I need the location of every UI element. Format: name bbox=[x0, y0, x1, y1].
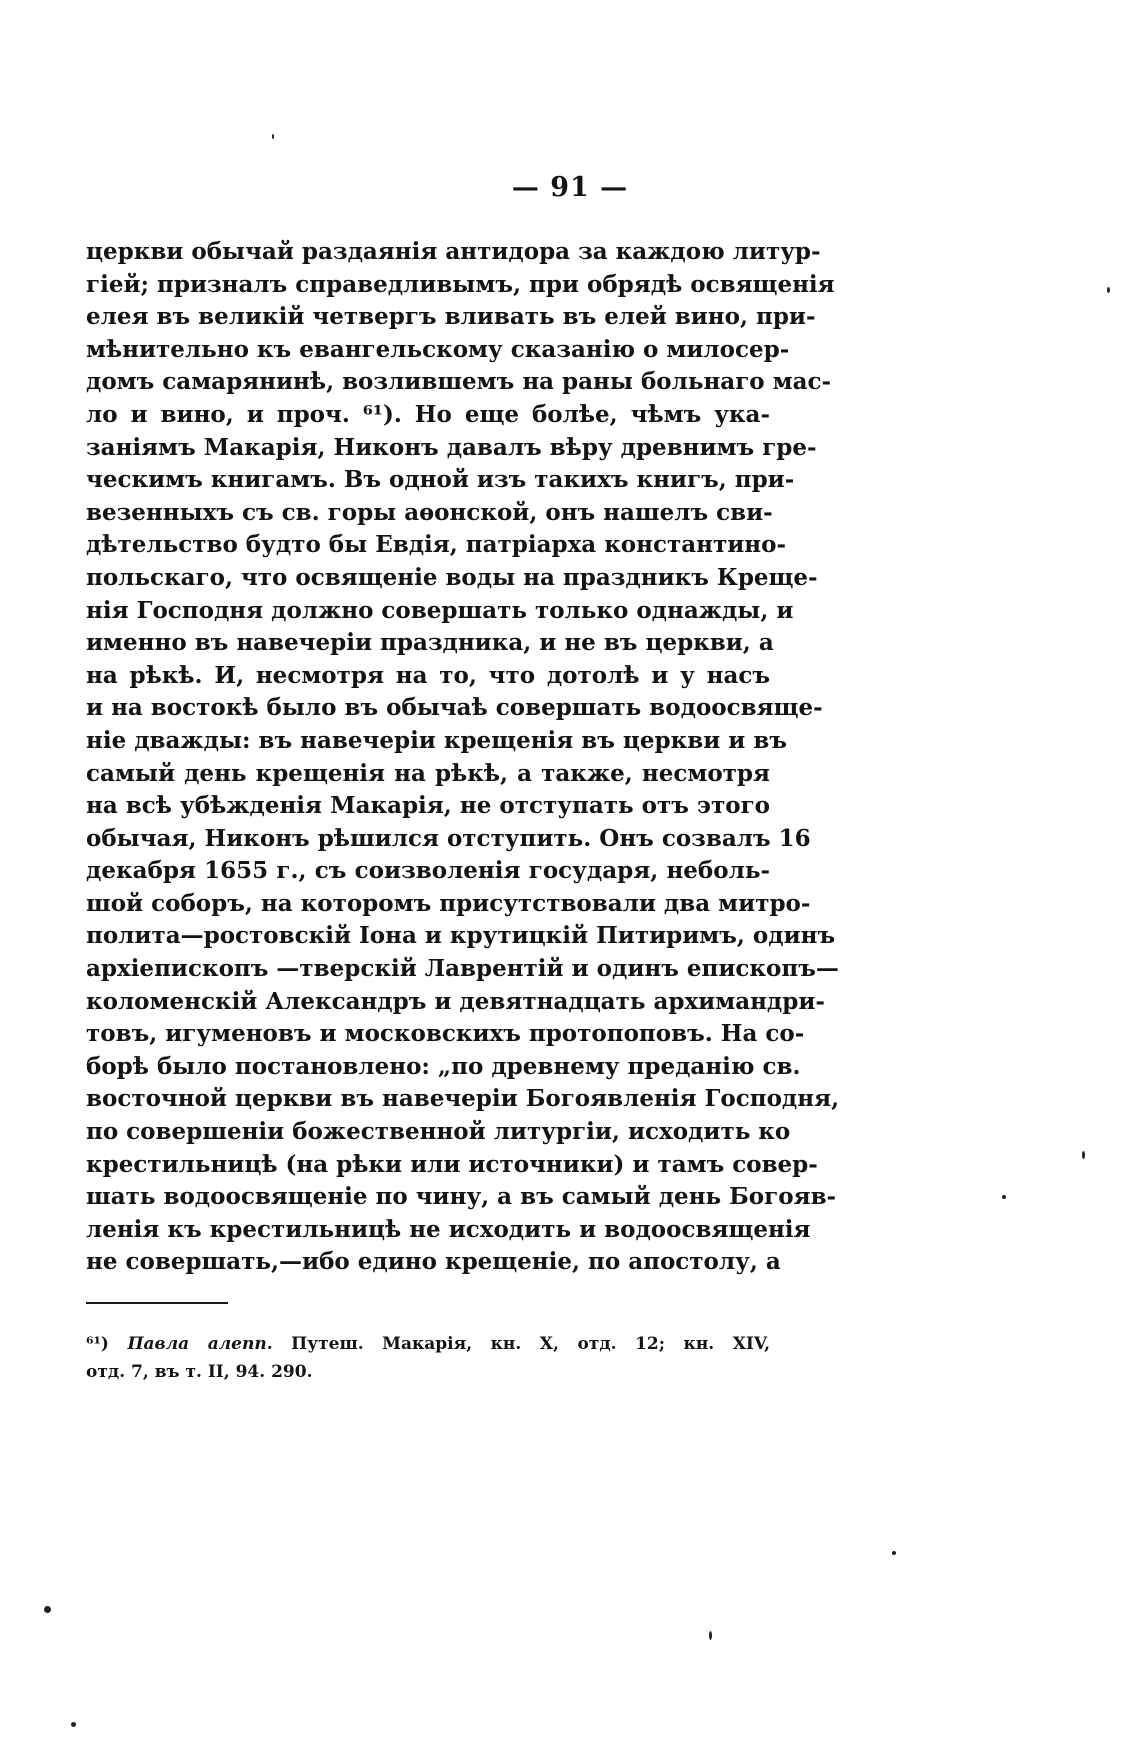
footnote-marker: ⁶¹) bbox=[86, 1334, 109, 1354]
text-line: товъ, игуменовъ и московскихъ протопоповъ. На со- bbox=[86, 1020, 805, 1048]
text-line: крестильницѣ (на рѣки или источники) и тамъ совер- bbox=[86, 1150, 818, 1178]
text-line: обычая, Никонъ рѣшился отступить. Онъ созвалъ 16 bbox=[86, 824, 811, 852]
scan-speck bbox=[1002, 1195, 1006, 1199]
text-line: шой соборъ, на которомъ присутствовали два митро- bbox=[86, 889, 811, 917]
text-line: полита—ростовскій Іона и крутицкій Питиримъ, одинъ bbox=[86, 922, 836, 950]
scan-speck bbox=[1107, 287, 1110, 293]
text-line: на всѣ убѣжденія Макарія, не отступать отъ этого bbox=[86, 792, 770, 820]
text-line: гіей; призналъ справедливымъ, при обрядѣ освященія bbox=[86, 270, 835, 298]
text-line: мѣнительно къ евангельскому сказанію о милосер- bbox=[86, 335, 790, 363]
text-line: ло и вино, и проч. ⁶¹). Но еще болѣе, чѣмъ ука- bbox=[86, 400, 770, 428]
text-line: елея въ великій четвергъ вливать въ елей вино, при- bbox=[86, 303, 816, 331]
text-line: ленія къ крестильницѣ не исходить и водоосвященія bbox=[86, 1215, 811, 1243]
body-text bbox=[86, 236, 840, 1279]
text-line: декабря 1655 г., съ соизволенія государя, неболь- bbox=[86, 857, 770, 885]
text-line: на рѣкѣ. И, несмотря на то, что дотолѣ и у насъ bbox=[86, 661, 770, 689]
footnote-divider bbox=[86, 1302, 228, 1304]
text-line: заніямъ Макарія, Никонъ давалъ вѣру древнимъ гре- bbox=[86, 433, 817, 461]
text-line: нія Господня должно совершать только однажды, и bbox=[86, 596, 794, 624]
text-line: именно въ навечеріи праздника, и не въ церкви, а bbox=[86, 629, 774, 657]
footnote bbox=[86, 1330, 770, 1386]
text-line: везенныхъ съ св. горы аѳонской, онъ нашелъ сви- bbox=[86, 498, 773, 526]
text-line: восточной церкви въ навечеріи Богоявленія Господня, bbox=[86, 1085, 840, 1113]
text-line: не совершать,—ибо едино крещеніе, по апостолу, а bbox=[86, 1248, 781, 1276]
footnote-line: отд. 7, въ т. II, 94. 290. bbox=[86, 1362, 313, 1382]
text-line: по совершеніи божественной литургіи, исходить ко bbox=[86, 1118, 791, 1146]
text-line: шать водоосвященіе по чину, а въ самый день Богояв- bbox=[86, 1183, 837, 1211]
text-line: польскаго, что освященіе воды на праздникъ Креще- bbox=[86, 563, 818, 591]
text-line: борѣ было постановлено: „по древнему преданію св. bbox=[86, 1052, 801, 1080]
text-line: церкви обычай раздаянія антидора за каждою литур- bbox=[86, 238, 821, 265]
text-line: ніе дважды: въ навечеріи крещенія въ церкви и въ bbox=[86, 726, 787, 754]
scan-speck bbox=[272, 134, 274, 139]
footnote-author: Павла алепп. bbox=[127, 1334, 273, 1354]
footnote-line bbox=[86, 1330, 770, 1358]
text-line: коломенскій Александръ и девятнадцать архимандри- bbox=[86, 987, 825, 1015]
text-line: архіепископъ —тверскій Лаврентій и одинъ епископъ— bbox=[86, 955, 839, 983]
scan-speck bbox=[709, 1631, 712, 1640]
scan-speck bbox=[71, 1722, 76, 1727]
text-line: и на востокѣ было въ обычаѣ совершать водоосвяще- bbox=[86, 694, 823, 722]
text-line: домъ самарянинѣ, возлившемъ на раны больнаго мас- bbox=[86, 368, 832, 396]
text-line: ческимъ книгамъ. Въ одной изъ такихъ книгъ, при- bbox=[86, 466, 795, 494]
text-line: самый день крещенія на рѣкѣ, а также, несмотря bbox=[86, 759, 770, 787]
scan-speck bbox=[892, 1551, 896, 1555]
page-number: — 91 — bbox=[511, 172, 629, 203]
text-line: дѣтельство будто бы Евдія, патріарха константино- bbox=[86, 531, 787, 559]
scan-speck bbox=[44, 1606, 51, 1613]
scan-speck bbox=[1082, 1151, 1085, 1159]
footnote-citation: Путеш. Макарія, кн. X, отд. 12; кн. XIV, bbox=[291, 1334, 771, 1354]
